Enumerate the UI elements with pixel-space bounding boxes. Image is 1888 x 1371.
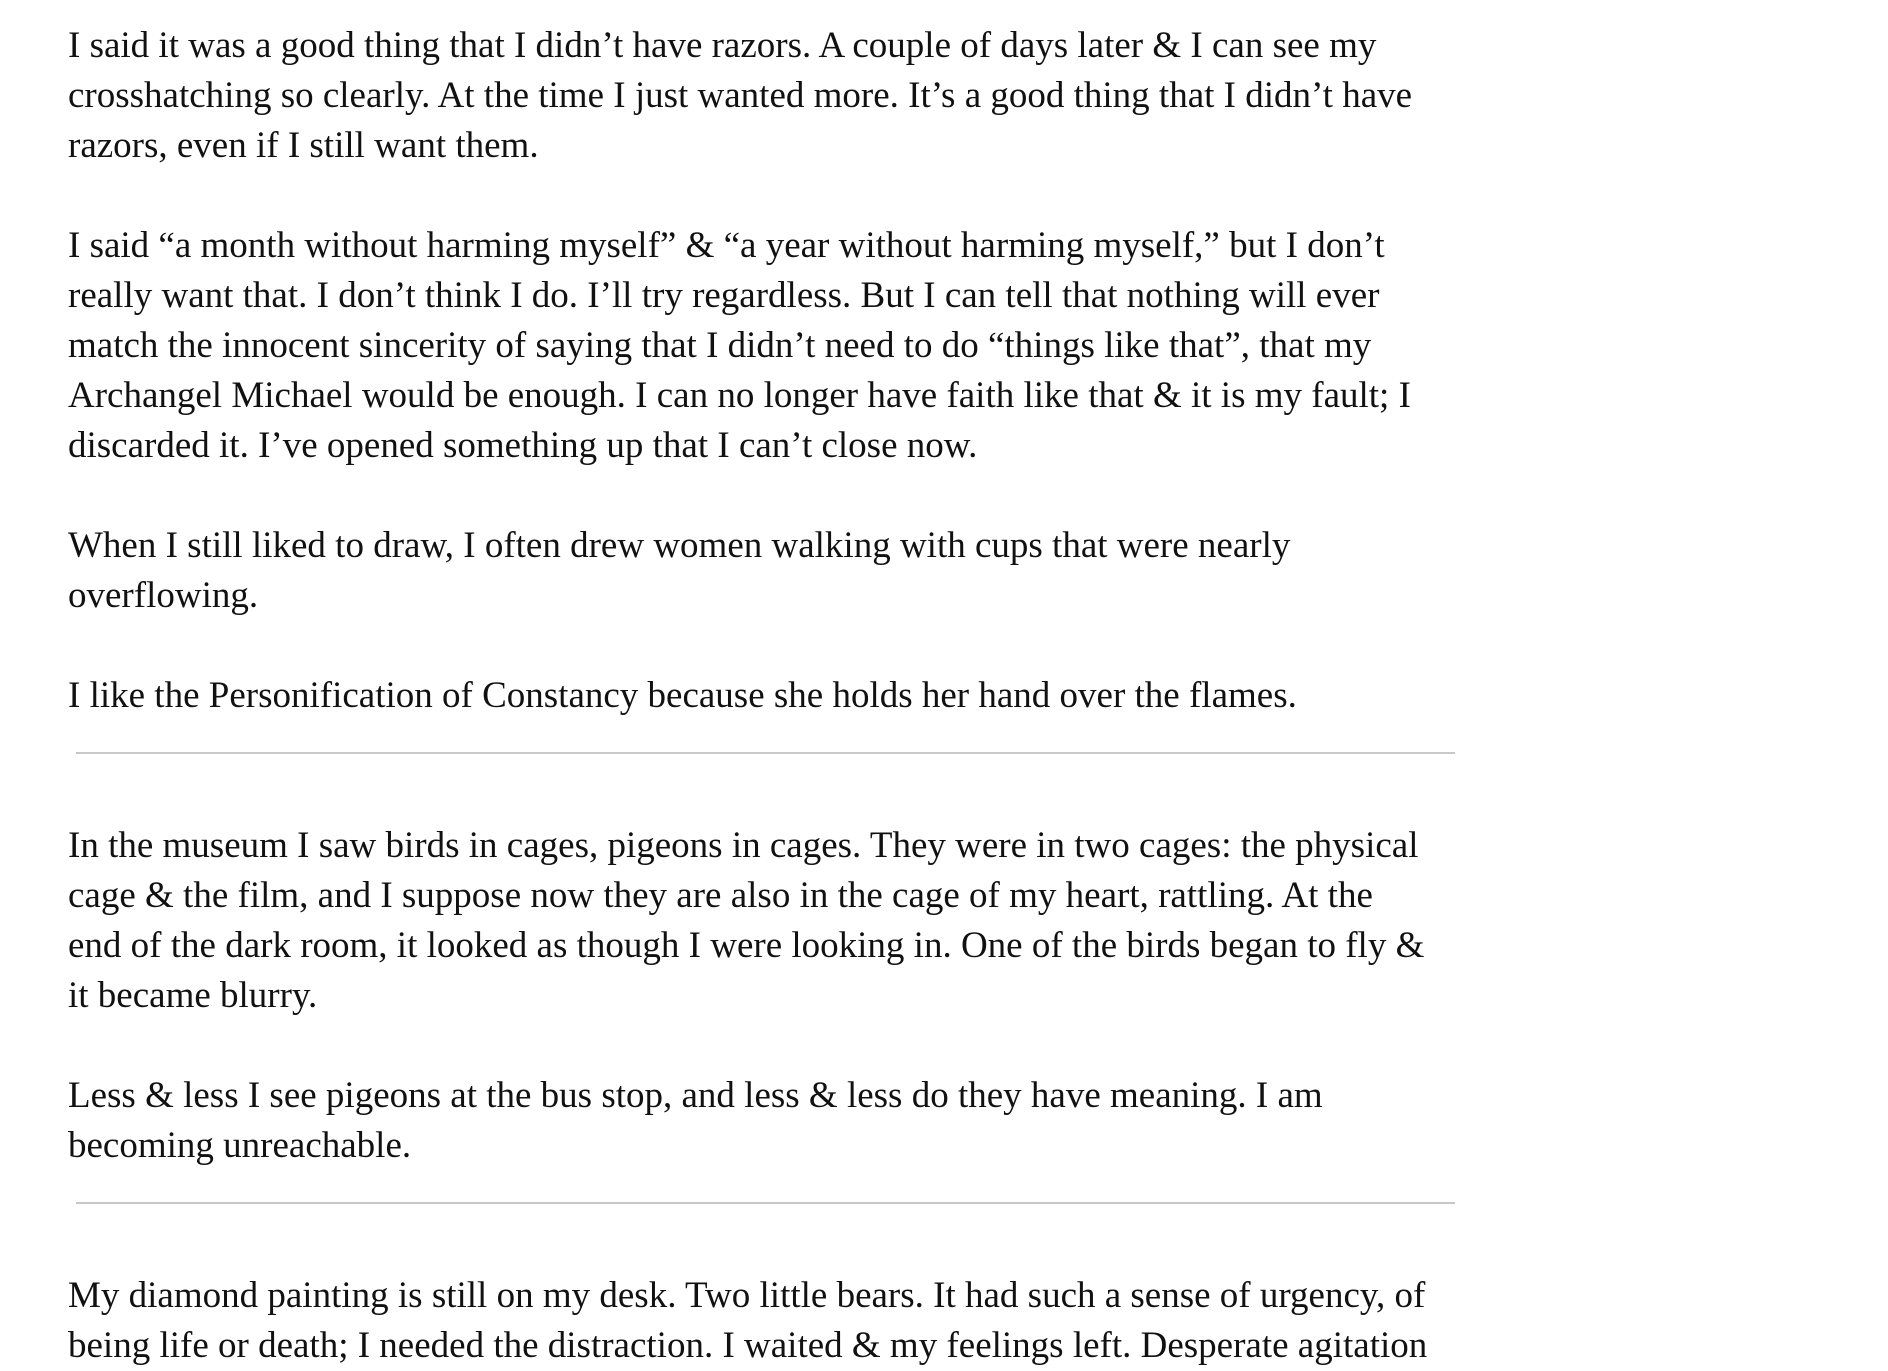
paragraph: When I still liked to draw, I often drew women walking with cups that were nearly overflowing.	[68, 525, 1291, 616]
paragraph: I like the Personification of Constancy because she holds her hand over the flames.	[68, 675, 1297, 716]
section-divider	[76, 752, 1455, 754]
section-divider	[76, 1202, 1455, 1204]
paragraph: In the museum I saw birds in cages, pigeons in cages. They were in two cages: the physical cage & the film, and I suppose now they are also in the cage of my heart, rattling. At the end of the dark room, it looked as though I were looking in. One of the birds began to fly & it became blurry.	[68, 825, 1425, 1016]
paragraph: I said it was a good thing that I didn’t have razors. A couple of days later & I can see my crosshatching so clearly. At the time I just wanted more. It’s a good thing that I didn’t have razors, even if I still want them.	[68, 25, 1413, 166]
paragraph: I said “a month without harming myself” & “a year without harming myself,” but I don’t really want that. I don’t think I do. I’ll try regardless. But I can tell that nothing will ever match the innocent sincerity of saying that I didn’t need to do “things like that”, that my Archangel Michael would be enough. I can no longer have faith like that & it is my fault; I discarded it. I’ve opened something up that I can’t close now.	[68, 225, 1411, 466]
paragraph: Less & less I see pigeons at the bus stop, and less & less do they have meaning. I am becoming unreachable.	[68, 1075, 1323, 1166]
paragraph: My diamond painting is still on my desk. Two little bears. It had such a sense of urgency, of being life or death; I needed the distraction. I waited & my feelings left. Desperate agitation	[68, 1275, 1428, 1366]
